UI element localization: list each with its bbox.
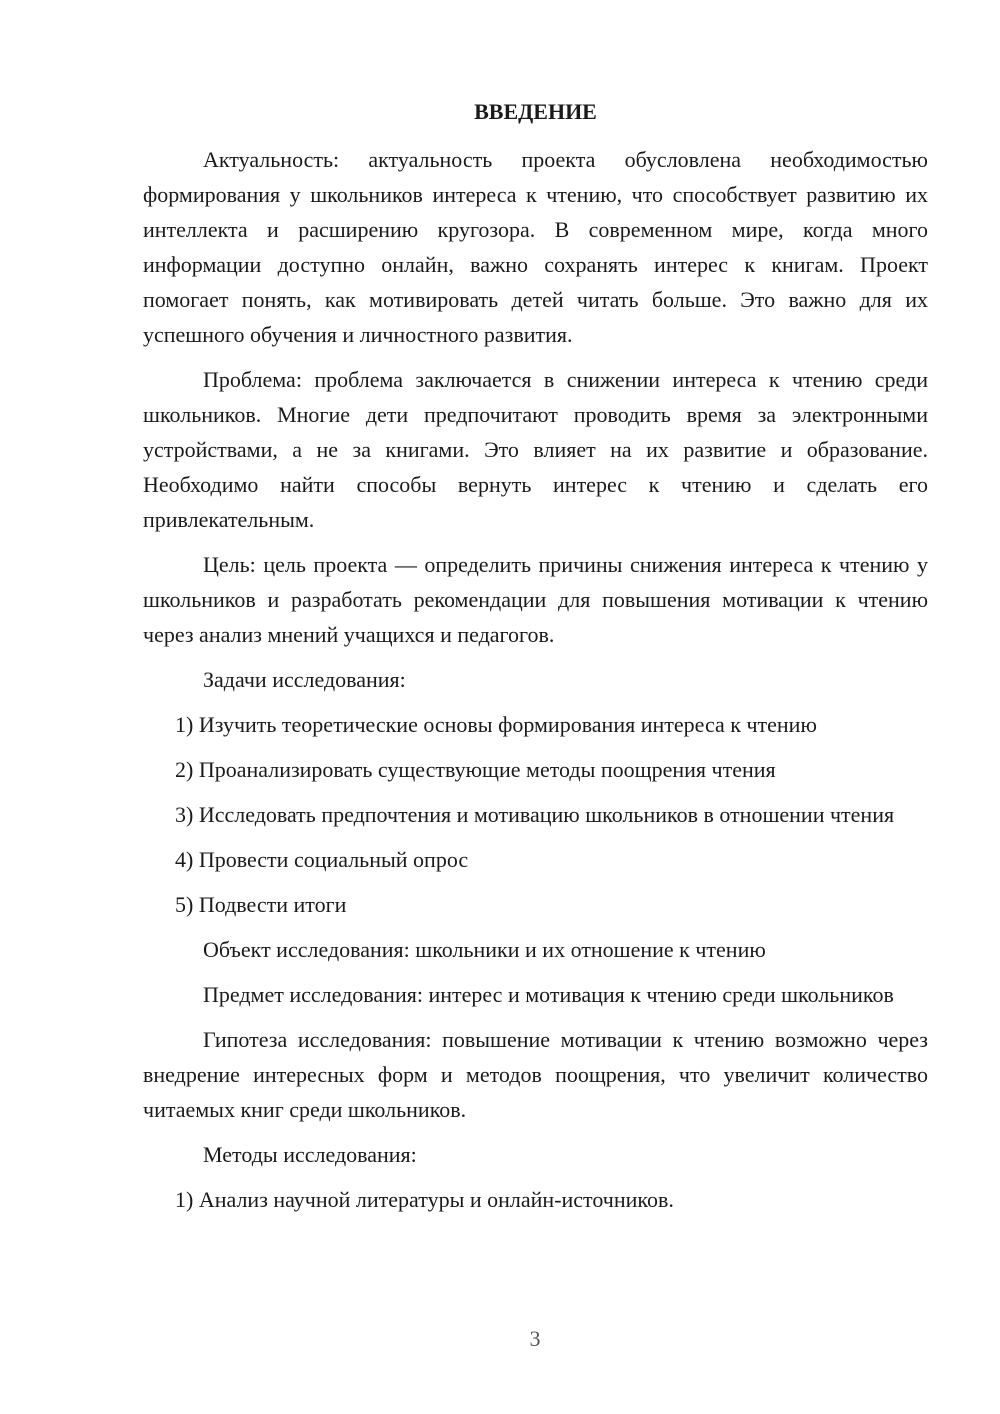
task-item: 2) Проанализировать существующие методы поощрения чтения [175,757,776,782]
object-paragraph: Объект исследования: школьники и их отношение к чтению [203,937,766,962]
goal-paragraph: Цель: цель проекта — определить причины снижения интереса к чтению у школьников и разработать рекомендации для повышения мотивации к чтению через анализ мнений учащихся и педагогов. [143,552,928,647]
task-item: 1) Изучить теоретические основы формирования интереса к чтению [175,712,817,737]
task-item: 4) Провести социальный опрос [175,847,469,872]
page-number: 3 [529,1326,541,1351]
tasks-heading: Задачи исследования: [203,667,406,692]
task-item: 5) Подвести итоги [175,892,347,917]
problem-paragraph: Проблема: проблема заключается в снижении интереса к чтению среди школьников. Многие дети предпочитают проводить время за электронными устройствами, а не за книгами. Это влияет на их развитие и образование. Необходимо найти способы вернуть интерес к чтению и сделать его привлекательным. [143,367,928,532]
document-page [143,94,928,1227]
section-title: ВВЕДЕНИЕ [474,99,597,124]
method-item: 1) Анализ научной литературы и онлайн-источников. [175,1187,674,1212]
task-item: 3) Исследовать предпочтения и мотивацию школьников в отношении чтения [175,802,895,827]
relevance-paragraph: Актуальность: актуальность проекта обусловлена необходимостью формирования у школьников интереса к чтению, что способствует развитию их интеллекта и расширению кругозора. В современном мире, когда много информации доступно онлайн, важно сохранять интерес к книгам. Проект помогает понять, как мотивировать детей читать больше. Это важно для их успешного обучения и личностного развития. [143,147,928,347]
methods-heading: Методы исследования: [203,1142,417,1167]
subject-paragraph: Предмет исследования: интерес и мотивация к чтению среди школьников [203,982,894,1007]
hypothesis-paragraph: Гипотеза исследования: повышение мотивации к чтению возможно через внедрение интересных форм и методов поощрения, что увеличит количество читаемых книг среди школьников. [143,1027,928,1122]
